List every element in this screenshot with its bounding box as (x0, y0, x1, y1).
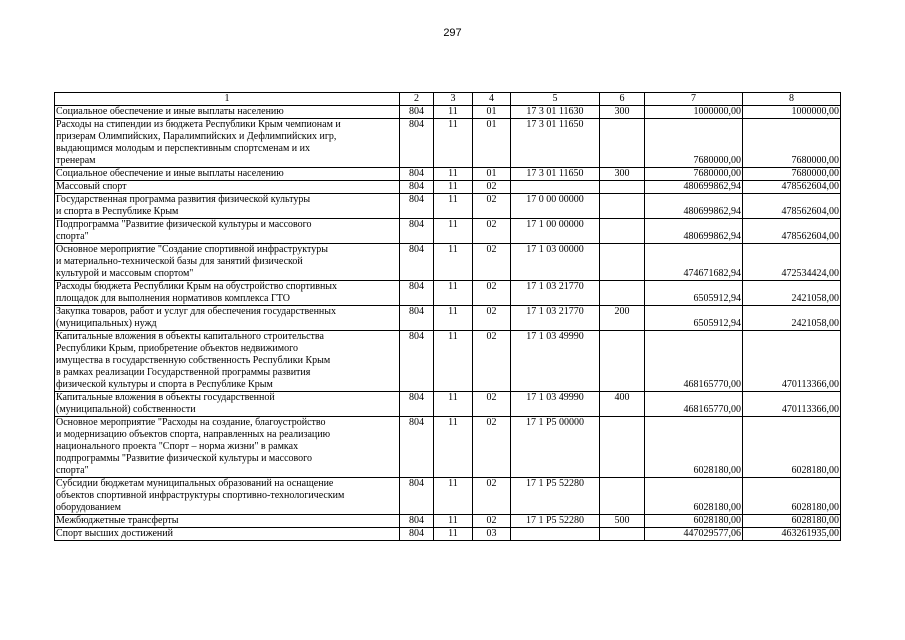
table-row (55, 244, 841, 281)
row-name: Государственная программа развития физической культуры и спорта в Республике Крым (55, 194, 400, 219)
cell-col-7: 480699862,94 (645, 194, 743, 219)
cell-col-4: 02 (473, 392, 511, 417)
row-name: Спорт высших достижений (55, 528, 400, 541)
table-row (55, 119, 841, 168)
row-name: Массовый спорт (55, 181, 400, 194)
row-name: Закупка товаров, работ и услуг для обеспечения государственных (муниципальных) нужд (55, 306, 400, 331)
cell-col-4: 01 (473, 106, 511, 119)
table-row (55, 515, 841, 528)
row-name: Основное мероприятие "Создание спортивной инфраструктуры и материально-технической базы для занятий физической культурой и массовым спортом" (55, 244, 400, 281)
cell-col-6: 500 (600, 515, 645, 528)
cell-col-3: 11 (434, 478, 473, 515)
cell-col-7: 6028180,00 (645, 417, 743, 478)
column-header: 7 (645, 93, 743, 106)
cell-col-8: 478562604,00 (743, 181, 841, 194)
table-row (55, 194, 841, 219)
cell-col-3: 11 (434, 528, 473, 541)
cell-col-5: 17 1 P5 52280 (511, 515, 600, 528)
cell-col-5: 17 3 01 11650 (511, 168, 600, 181)
table-row (55, 478, 841, 515)
cell-col-2: 804 (400, 515, 434, 528)
cell-col-8: 470113366,00 (743, 392, 841, 417)
cell-col-7: 1000000,00 (645, 106, 743, 119)
table-row (55, 219, 841, 244)
cell-col-5: 17 1 03 21770 (511, 281, 600, 306)
cell-col-3: 11 (434, 181, 473, 194)
cell-col-4: 02 (473, 417, 511, 478)
cell-col-3: 11 (434, 194, 473, 219)
table-row (55, 528, 841, 541)
cell-col-7: 480699862,94 (645, 219, 743, 244)
cell-col-3: 11 (434, 515, 473, 528)
cell-col-8: 2421058,00 (743, 306, 841, 331)
table-row (55, 392, 841, 417)
cell-col-5: 17 1 03 21770 (511, 306, 600, 331)
cell-col-2: 804 (400, 392, 434, 417)
cell-col-2: 804 (400, 219, 434, 244)
cell-col-2: 804 (400, 194, 434, 219)
row-name: Подпрограмма "Развитие физической культуры и массового спорта" (55, 219, 400, 244)
cell-col-8: 478562604,00 (743, 194, 841, 219)
cell-col-6 (600, 119, 645, 168)
table-row (55, 306, 841, 331)
cell-col-3: 11 (434, 219, 473, 244)
column-header: 2 (400, 93, 434, 106)
cell-col-8: 2421058,00 (743, 281, 841, 306)
cell-col-2: 804 (400, 168, 434, 181)
row-name: Основное мероприятие "Расходы на создание, благоустройство и модернизацию объектов спорта, направленных на реализацию национального проекта "Спорт – норма жизни" в рамках подпрограммы "Развитие физической культуры и массового спорта" (55, 417, 400, 478)
cell-col-6: 300 (600, 168, 645, 181)
cell-col-8: 470113366,00 (743, 331, 841, 392)
cell-col-4: 02 (473, 219, 511, 244)
cell-col-5: 17 3 01 11650 (511, 119, 600, 168)
cell-col-5: 17 1 P5 52280 (511, 478, 600, 515)
cell-col-5 (511, 181, 600, 194)
table-row (55, 168, 841, 181)
cell-col-8: 6028180,00 (743, 417, 841, 478)
table-row (55, 281, 841, 306)
cell-col-8: 463261935,00 (743, 528, 841, 541)
cell-col-6 (600, 528, 645, 541)
cell-col-4: 02 (473, 515, 511, 528)
row-name: Субсидии бюджетам муниципальных образований на оснащение объектов спортивной инфраструктуры спортивно-технологическим оборудованием (55, 478, 400, 515)
cell-col-5: 17 3 01 11630 (511, 106, 600, 119)
cell-col-8: 472534424,00 (743, 244, 841, 281)
cell-col-8: 7680000,00 (743, 168, 841, 181)
row-name: Межбюджетные трансферты (55, 515, 400, 528)
cell-col-7: 468165770,00 (645, 392, 743, 417)
row-name: Капитальные вложения в объекты капитального строительства Республики Крым, приобретение объектов недвижимого имущества в государственную собственность Республики Крым в рамках реализации Государственной программы развития физической культуры и спорта в Республике Крым (55, 331, 400, 392)
cell-col-8: 6028180,00 (743, 478, 841, 515)
cell-col-6 (600, 478, 645, 515)
cell-col-4: 02 (473, 281, 511, 306)
cell-col-7: 480699862,94 (645, 181, 743, 194)
cell-col-5: 17 0 00 00000 (511, 194, 600, 219)
table-row (55, 106, 841, 119)
cell-col-6: 200 (600, 306, 645, 331)
cell-col-4: 02 (473, 331, 511, 392)
row-name: Расходы на стипендии из бюджета Республики Крым чемпионам и призерам Олимпийских, Паралимпийских и Дефлимпийских игр, выдающимся молодым и перспективным спортсменам и их тренерам (55, 119, 400, 168)
column-header: 4 (473, 93, 511, 106)
cell-col-2: 804 (400, 331, 434, 392)
column-header: 1 (55, 93, 400, 106)
cell-col-2: 804 (400, 306, 434, 331)
table-row (55, 331, 841, 392)
cell-col-7: 6028180,00 (645, 515, 743, 528)
cell-col-3: 11 (434, 281, 473, 306)
cell-col-5: 17 1 P5 00000 (511, 417, 600, 478)
cell-col-3: 11 (434, 392, 473, 417)
cell-col-6 (600, 281, 645, 306)
cell-col-4: 02 (473, 181, 511, 194)
cell-col-5: 17 1 03 00000 (511, 244, 600, 281)
cell-col-2: 804 (400, 119, 434, 168)
cell-col-2: 804 (400, 478, 434, 515)
cell-col-4: 03 (473, 528, 511, 541)
cell-col-6 (600, 417, 645, 478)
row-name: Расходы бюджета Республики Крым на обустройство спортивных площадок для выполнения нормативов комплекса ГТО (55, 281, 400, 306)
cell-col-7: 447029577,06 (645, 528, 743, 541)
table-header-row (55, 93, 841, 106)
cell-col-8: 7680000,00 (743, 119, 841, 168)
cell-col-5 (511, 528, 600, 541)
cell-col-8: 1000000,00 (743, 106, 841, 119)
page-number: 297 (443, 27, 462, 39)
row-name: Социальное обеспечение и иные выплаты населению (55, 168, 400, 181)
cell-col-2: 804 (400, 417, 434, 478)
cell-col-8: 6028180,00 (743, 515, 841, 528)
table-row (55, 417, 841, 478)
row-name: Капитальные вложения в объекты государственной (муниципальной) собственности (55, 392, 400, 417)
cell-col-4: 02 (473, 306, 511, 331)
cell-col-3: 11 (434, 106, 473, 119)
cell-col-3: 11 (434, 244, 473, 281)
cell-col-3: 11 (434, 119, 473, 168)
cell-col-7: 7680000,00 (645, 168, 743, 181)
cell-col-5: 17 1 03 49990 (511, 392, 600, 417)
cell-col-3: 11 (434, 417, 473, 478)
cell-col-6 (600, 181, 645, 194)
cell-col-3: 11 (434, 331, 473, 392)
cell-col-7: 468165770,00 (645, 331, 743, 392)
column-header: 5 (511, 93, 600, 106)
cell-col-5: 17 1 00 00000 (511, 219, 600, 244)
cell-col-7: 474671682,94 (645, 244, 743, 281)
cell-col-7: 7680000,00 (645, 119, 743, 168)
cell-col-4: 01 (473, 168, 511, 181)
column-header: 3 (434, 93, 473, 106)
cell-col-2: 804 (400, 181, 434, 194)
cell-col-6 (600, 331, 645, 392)
cell-col-6: 300 (600, 106, 645, 119)
cell-col-2: 804 (400, 281, 434, 306)
cell-col-2: 804 (400, 244, 434, 281)
cell-col-4: 02 (473, 478, 511, 515)
cell-col-2: 804 (400, 106, 434, 119)
cell-col-4: 02 (473, 194, 511, 219)
cell-col-5: 17 1 03 49990 (511, 331, 600, 392)
column-header: 6 (600, 93, 645, 106)
cell-col-6 (600, 194, 645, 219)
cell-col-6 (600, 219, 645, 244)
cell-col-2: 804 (400, 528, 434, 541)
cell-col-3: 11 (434, 168, 473, 181)
row-name: Социальное обеспечение и иные выплаты населению (55, 106, 400, 119)
cell-col-3: 11 (434, 306, 473, 331)
cell-col-6 (600, 244, 645, 281)
budget-table (54, 92, 841, 541)
cell-col-6: 400 (600, 392, 645, 417)
column-header: 8 (743, 93, 841, 106)
cell-col-7: 6505912,94 (645, 281, 743, 306)
cell-col-4: 01 (473, 119, 511, 168)
cell-col-7: 6028180,00 (645, 478, 743, 515)
cell-col-4: 02 (473, 244, 511, 281)
table-row (55, 181, 841, 194)
cell-col-8: 478562604,00 (743, 219, 841, 244)
cell-col-7: 6505912,94 (645, 306, 743, 331)
